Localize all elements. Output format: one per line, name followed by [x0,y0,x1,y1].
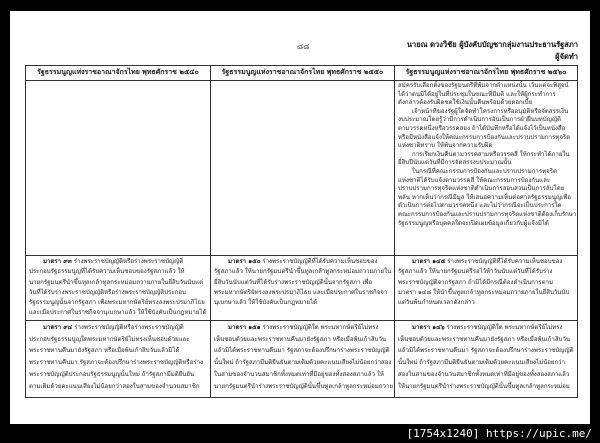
text-line [214,257,391,267]
page-number: ๘๘ [297,42,310,51]
author-role: ผู้จัดทำ [555,52,578,61]
text-line: ร่างพระราชบัญญัติหรือร่างพระราชบัญญัติ [74,323,184,331]
text-line [29,257,207,267]
header-2540: รัฐธรรมนูญแห่งราชอาณาจักรไทย พุทธศักราช ๒๕๔๐ [26,66,211,81]
text-line: รัฐสภาแล้ว ให้นายกรัฐมนตรีรอไว้ห้าวันนับแต่วันที่ได้รับร่าง [398,268,553,276]
text-line: ให้นายกรัฐมนตรีนำร่างพระราชบัญญัตินั้นขึ้นทูลเกล้าทูลกระหม่อม [398,382,570,390]
comparison-table [25,65,578,398]
text-line: ดังกล่าวต้องรับผิดชดใช้เงินนั้นคืนพร้อมด้วยดอกเบี้ย [398,99,533,107]
cell-text [26,256,211,321]
text-line: แห่งชาติได้รับแจ้งตามวรรคสี่ ให้คณะกรรมการป้องกันและ [398,176,551,184]
text-line: ร่างพระราชบัญญัติใด พระมหากษัตริย์ไม่ทรง [262,323,379,331]
section-number: มาตรา ๑๕๐ [228,258,261,265]
text-line: รัฐธรรมนูญหรือบุคคลใดจะเปิดเผยข้อมูลเกี่ยวกับผู้แจ้งมิได้ [398,219,549,227]
text-line: สองในสามของจำนวนสมาชิกทั้งหมดเท่าที่มีอยู่ของทั้งสองสภาแล้ว [398,370,570,378]
table-row [26,256,578,321]
text-line [29,322,207,334]
cell-empty [211,81,395,256]
text-line: แล้วมิได้พระราชทานคืนมา รัฐสภาจะต้องปรึกษาร่างพระราชบัญญัติ [214,347,390,355]
table-row [26,81,578,256]
cell-text [395,256,578,321]
text-line: นายกรัฐมนตรีนำขึ้นทูลเกล้าทูลกระหม่อมถวายภายในยี่สิบวันนับแต่ [29,278,204,286]
text-line [398,257,574,267]
text-line: พระมหากษัตริย์ทรงลงพระปรมาภิไธย และเมื่อประกาศในราชกิจจา [214,288,388,296]
text-line: พระราชทานคืนมา รัฐสภาจะต้องปรึกษาร่างพระราชบัญญัติหรือร่าง [29,359,204,367]
text-line [214,322,391,334]
cell-text [395,320,578,397]
text-line: ประกอบรัฐธรรมนูญที่ได้รับความเห็นชอบของรัฐสภาแล้ว ให้ [29,268,185,276]
text-line: การเรียกเงินคืนตามวรรคสามหรือวรรคสี่ ให้กระทำได้ภายใน [412,150,570,158]
section-number: มาตรา ๙๔ [43,323,73,331]
text-line: พระราชทานคืนมายังรัฐสภา หรือเมื่อพ้นเก้าสิบวันแล้วมิได้ [29,347,180,355]
text-line: รัฐธรรมนูญนั้นจากรัฐสภา เพื่อพระมหากษัตริย์ทรงลงพระปรมาภิไธย [29,299,205,307]
text-line: รัฐสภาแล้ว ให้นายกรัฐมนตรีนำขึ้นทูลเกล้าทูลกระหม่อมถวายภายใน [214,268,392,276]
text-line: ตามวรรคหนึ่งหรือวรรคสอง ถ้าได้บันทึกหรือได้แจ้งไว้เป็นหนังสือ [398,124,566,132]
text-line: คณะกรรมการป้องกันและปราบปรามการทุจริตแห่งชาติต้องเก็บรักษา [398,210,577,218]
cell-text [211,256,395,321]
text-line: วันที่ได้รับร่างพระราชบัญญัติหรือร่างพระราชบัญญัติประกอบ [29,288,186,296]
cell-empty [26,81,211,256]
text-line: ปราบปรามการทุจริตแห่งชาติดำเนินการสอบสวนเป็นการลับโดย [398,185,565,193]
text-line: มาตรา ๑๔๘ ให้นำขึ้นทูลเกล้าทูลกระหม่อมถวายภายในยี่สิบวันนับ [398,288,570,296]
table-row [26,320,578,397]
section-number: มาตรา ๑๔๖ [412,323,445,331]
section-number: มาตรา ๙๓ [43,258,72,265]
section-number: มาตรา ๑๔๕ [412,258,446,265]
text-line: พระราชบัญญัติประกอบรัฐธรรมนูญนั้นใหม่ ถ้ารัฐสภามีมติยืนยัน [29,370,195,378]
text-line: นายกรัฐมนตรีนำร่างพระราชบัญญัตินั้นขึ้นทูลเกล้าทูลกระหม่อมถวาย [214,382,393,390]
author-line: นายณ ดวงวิชัย ผู้บังคับบัญชากลุ่มงานประธานรัฐสภา [406,40,578,49]
text-line: ในกรณีที่คณะกรรมการป้องกันและปราบปรามการทุจริต [412,167,557,175]
text-line: นั้นใหม่ ถ้ารัฐสภามีมติยืนยันตามเดิมด้วยคะแนนเสียงไม่น้อยกว่าสอง [214,359,392,367]
text-line: และเมื่อประกาศในราชกิจจานุเบกษาแล้ว ให้ใช้บังคับเป็นกฎหมายได้ [29,309,207,317]
text-line: ดำเนินการต่อไปตามวรรคหนึ่ง และไม่ว่ากรณีจะเป็นประการใด [398,202,562,210]
table-header-row [26,66,578,81]
text-line: นั้นใหม่ ถ้ารัฐสภามีมติยืนยันตามเดิมด้วยคะแนนเสียงไม่น้อยกว่า [398,359,566,367]
text-line: ตามเดิมด้วยคะแนนเสียงไม่น้อยกว่าสองในสามของจำนวนสมาชิก [29,382,200,390]
text-line: หรือมีหนังสือแจ้งให้คณะกรรมการป้องกันและปราบปรามการทุจริต [398,133,571,141]
cell-text [395,81,578,256]
text-line: แห่งชาติทราบ ให้พ้นจากความรับผิด [398,142,493,150]
text-line: สมัครรับเลือกตั้งของรัฐมนตรีที่พ้นจากตำแหน่งนั้น เว้นแต่จะพิสูจน์ [398,82,569,89]
cell-text [26,320,211,397]
image-size-watermark: [1754x1240] https://upic.me/ [406,427,592,440]
text-line: ร่างพระราชบัญญัติใด พระมหากษัตริย์ไม่ทรง [446,323,563,331]
text-line: ร่างพระราชบัญญัติที่ได้รับความเห็นชอบของ [447,258,563,265]
author-block [407,39,578,63]
text-line: ยี่สิบวันนับแต่วันที่ได้รับร่างพระราชบัญญัตินั้นจากรัฐสภา เพื่อ [214,278,373,286]
header-2560: รัฐธรรมนูญแห่งราชอาณาจักรไทย พุทธศักราช ๒๕๖๐ [395,66,578,81]
document-page [10,11,590,424]
text-line: พลัน หากเห็นว่ากรณีมีมูล ให้เสนอความเห็นต่อศาลรัฐธรรมนูญเพื่อ [398,193,571,201]
text-line: ประกอบรัฐธรรมนูญใดพระมหากษัตริย์ไม่ทรงเห็นชอบด้วยและ [29,335,190,343]
text-line: ยี่สิบปีนับแต่วันที่มีการจัดสรรงบประมาณนั้น [398,159,512,167]
section-number: มาตรา ๑๕๑ [228,323,261,331]
text-line: นุเบกษาแล้ว ให้ใช้บังคับเป็นกฎหมายได้ [214,299,318,307]
cell-text [211,320,395,397]
text-line [398,322,574,334]
text-line: ร่างพระราชบัญญัติหรือร่างพระราชบัญญัติ [73,258,184,265]
text-line: งบประมาณโดยรู้ว่ามีการดำเนินการอันเป็นการฝ่าฝืนบทบัญญัติ [398,116,561,124]
text-line: พระราชบัญญัติจากรัฐสภา ถ้ามิได้มีกรณีต้องดำเนินการตาม [398,278,553,286]
text-line: ได้ว่าตนมิได้อยู่ในที่ประชุมในขณะที่มีมติ และให้ผู้กระทำการ [398,90,556,98]
header-2550: รัฐธรรมนูญแห่งราชอาณาจักรไทย พุทธศักราช ๒๕๕๐ [211,66,395,81]
text-line: ร่างพระราชบัญญัติที่ได้รับความเห็นชอบของ [262,258,378,265]
text-line: แต่วันพ้นกำหนดเวลาดังกล่าว [398,299,475,307]
text-line: แล้วมิได้พระราชทานคืนมา รัฐสภาจะต้องปรึกษาร่างพระราชบัญญัติ [398,347,574,355]
text-line: เห็นชอบด้วยและพระราชทานคืนมายังรัฐสภา หรือเมื่อพ้นเก้าสิบวัน [398,335,571,343]
text-line: เจ้าหน้าที่ของรัฐผู้ใดจัดทำโครงการหรืออนุมัติหรือจัดสรรเงิน [412,107,569,115]
text-line: ในสามของจำนวนสมาชิกทั้งหมดเท่าที่มีอยู่ของทั้งสองสภาแล้ว ให้ [214,370,384,378]
text-line: เห็นชอบด้วยและพระราชทานคืนมายังรัฐสภา หรือเมื่อพ้นเก้าสิบวัน [214,335,387,343]
